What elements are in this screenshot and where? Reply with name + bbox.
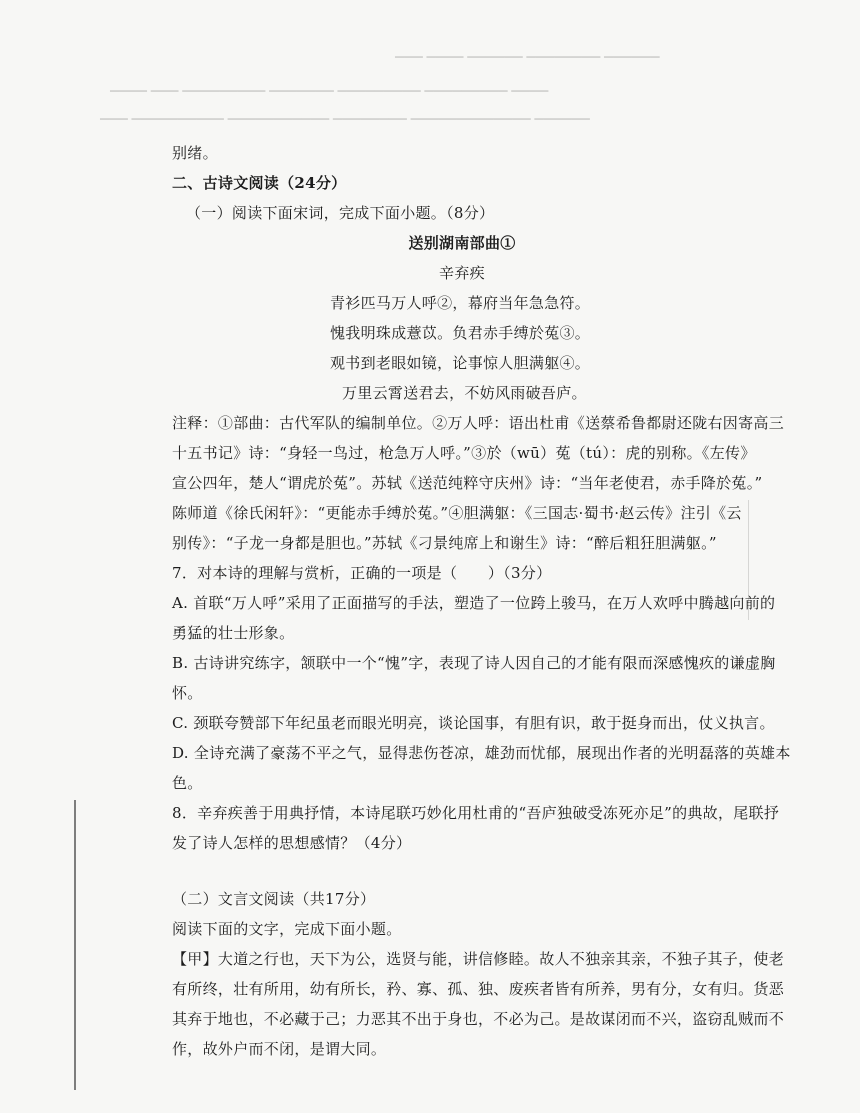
question-7: 7．对本诗的理解与赏析，正确的一项是（ ）（3分）: [172, 564, 552, 582]
poem-author: 辛弃疾: [439, 264, 485, 282]
bleed-through-text: ▁▁▁ ▁▁▁▁▁▁▁▁▁▁ ▁▁▁▁▁▁▁▁▁▁▁ ▁▁▁▁▁▁▁▁ ▁▁▁▁▁▁▁▁▁▁▁▁▁ ▁▁▁▁▁▁: [100, 106, 590, 120]
poem-line: 愧我明珠成薏苡。负君赤手缚於菟③。: [330, 324, 591, 342]
text-line: 别绪。: [172, 144, 218, 162]
instruction: 阅读下面的文字，完成下面小题。: [172, 920, 402, 938]
option-b-cont: 怀。: [172, 684, 203, 702]
note-line: 陈师道《徐氏闲轩》：“更能赤手缚於菟。”④胆满躯：《三国志·蜀书·赵云传》注引《云: [172, 504, 742, 522]
note-line: 十五书记》诗：“身轻一鸟过，枪急万人呼。”③於（wū）菟（tú）：虎的别称。《左传》: [172, 444, 756, 462]
option-c: C. 颈联夸赞部下年纪虽老而眼光明亮，谈论国事，有胆有识，敢于挺身而出，仗义执言。: [172, 714, 775, 732]
note-line: 注释：①部曲：古代军队的编制单位。②万人呼：语出杜甫《送蔡希鲁都尉还陇右因寄高三: [172, 414, 785, 432]
sub-heading: （一）阅读下面宋词，完成下面小题。（8分）: [186, 204, 495, 222]
poem-line: 青衫匹马万人呼②，幕府当年急急符。: [330, 294, 591, 312]
page-fold-line: [74, 800, 76, 1090]
question-8-cont: 发了诗人怎样的思想感情？（4分）: [172, 834, 412, 852]
bleed-through-text: ▁▁▁▁ ▁▁▁ ▁▁▁▁▁▁▁▁▁ ▁▁▁▁▁▁▁ ▁▁▁▁▁▁▁▁▁ ▁▁▁▁▁▁▁▁▁ ▁▁▁▁: [110, 78, 549, 92]
option-a: A. 首联“万人呼”采用了正面描写的手法，塑造了一位跨上骏马，在万人欢呼中腾越向前的: [172, 594, 776, 612]
note-line: 别传》：“子龙一身都是胆也。”苏轼《刁景纯席上和谢生》诗：“醉后粗狂胆满躯。”: [172, 534, 717, 552]
bleed-through-text: ▁▁▁ ▁▁▁▁ ▁▁▁▁▁▁ ▁▁▁▁▁▁▁▁ ▁▁▁▁▁▁: [395, 44, 660, 58]
option-d-cont: 色。: [172, 774, 203, 792]
poem-line: 万里云霄送君去，不妨风雨破吾庐。: [342, 384, 587, 402]
passage-line: 其弃于地也，不必藏于己；力恶其不出于身也，不必为己。是故谋闭而不兴，盗窃乱贼而不: [172, 1010, 785, 1028]
passage-line: 【甲】大道之行也，天下为公，选贤与能，讲信修睦。故人不独亲其亲，不独子其子，使老: [172, 950, 785, 968]
option-a-cont: 勇猛的壮士形象。: [172, 624, 295, 642]
option-d: D. 全诗充满了豪荡不平之气，显得悲伤苍凉，雄劲而忧郁，展现出作者的光明磊落的英雄本: [172, 744, 791, 762]
option-b: B. 古诗讲究练字，颔联中一个“愧”字，表现了诗人因自己的才能有限而深感愧疚的谦虚胸: [172, 654, 776, 672]
exam-content: [172, 138, 791, 1064]
sub-heading: （二）文言文阅读（共17分）: [172, 890, 376, 908]
section-heading: 二、古诗文阅读（24分）: [172, 174, 347, 192]
note-line: 宣公四年，楚人“谓虎於菟”。苏轼《送范纯粹守庆州》诗：“当年老使君，赤手降於菟。”: [172, 474, 763, 492]
passage-line: 有所终，壮有所用，幼有所长，矜、寡、孤、独、废疾者皆有所养，男有分，女有归。货恶: [172, 980, 785, 998]
passage-line: 作，故外户而不闭，是谓大同。: [172, 1040, 387, 1058]
question-8: 8．辛弃疾善于用典抒情，本诗尾联巧妙化用杜甫的“吾庐独破受冻死亦足”的典故，尾联抒: [172, 804, 780, 822]
poem-title: 送别湖南部曲①: [408, 234, 516, 252]
poem-line: 观书到老眼如镜，论事惊人胆满躯④。: [330, 354, 591, 372]
